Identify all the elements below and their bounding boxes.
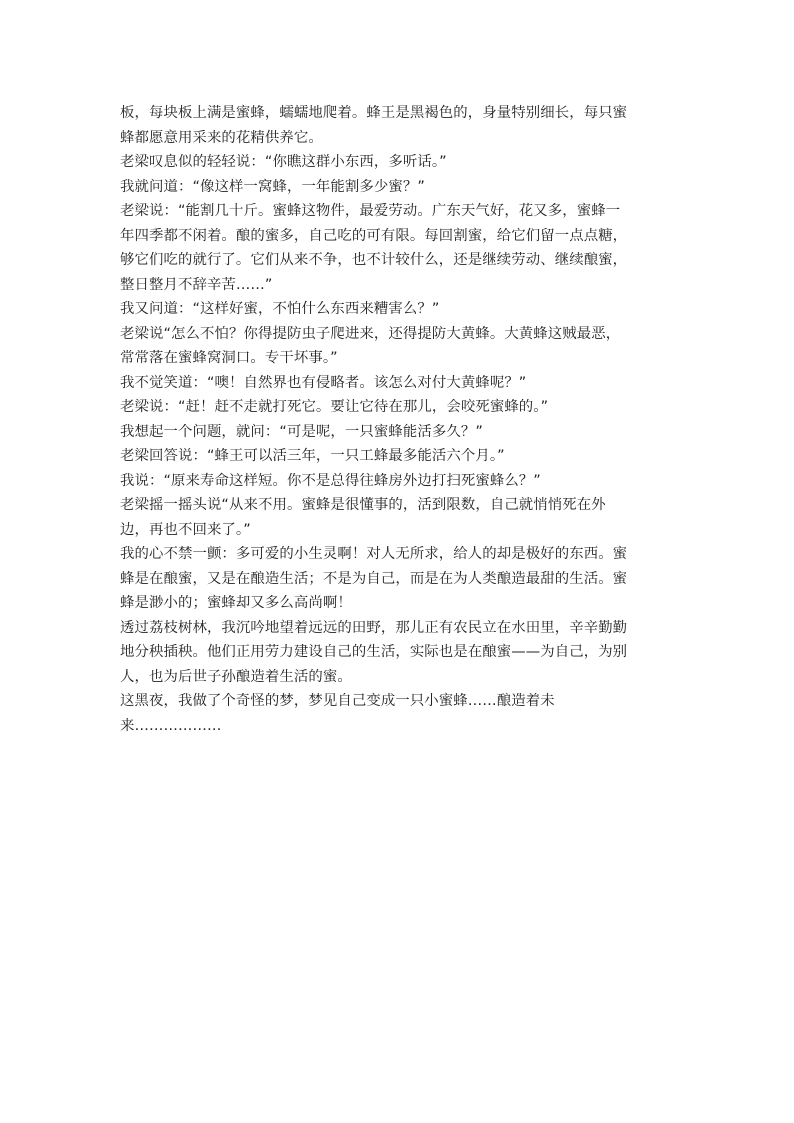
text-line: 老梁回答说：“蜂王可以活三年，一只工蜂最多能活六个月。” — [120, 448, 505, 464]
text-line: 老梁说：“能割几十斤。蜜蜂这物件，最爱劳动。广东天气好，花又多，蜜蜂一 — [120, 203, 621, 219]
text-line: 常常落在蜜蜂窝洞口。专干坏事。” — [120, 350, 338, 366]
text-line: 地分秧插秧。他们正用劳力建设自己的生活，实际也是在酿蜜——为自己，为别 — [120, 644, 628, 660]
body-text — [120, 101, 690, 738]
text-line: 人，也为后世子孙酿造着生活的蜜。 — [120, 668, 352, 685]
text-line: 够它们吃的就行了。它们从来不争，也不计较什么，还是继续劳动、继续酿蜜， — [120, 252, 628, 268]
text-line: 我的心不禁一颤：多可爱的小生灵啊！对人无所求，给人的却是极好的东西。蜜 — [120, 546, 628, 562]
text-line: 我想起一个问题，就问：“可是呢，一只蜜蜂能活多久？” — [120, 423, 483, 440]
text-line: 蜂是在酿蜜，又是在酿造生活；不是为自己，而是在为人类酿造最甜的生活。蜜 — [120, 570, 628, 587]
text-line: 来……………… — [120, 717, 222, 734]
text-line: 老梁叹息似的轻轻说：“你瞧这群小东西，多听话。” — [120, 154, 447, 170]
text-line: 蜂是渺小的；蜜蜂却又多么高尚啊！ — [120, 595, 352, 611]
text-line: 我就问道：“像这样一窝蜂，一年能割多少蜜？” — [120, 178, 425, 195]
text-line: 整日整月不辞辛苦……” — [120, 276, 273, 293]
text-line: 年四季都不闲着。酿的蜜多，自己吃的可有限。每回割蜜，给它们留一点点糖， — [120, 227, 628, 244]
text-line: 板，每块板上满是蜜蜂，蠕蠕地爬着。蜂王是黑褐色的，身量特别细长，每只蜜 — [120, 105, 628, 121]
text-line: 老梁说“怎么不怕？你得提防虫子爬进来，还得提防大黄蜂。大黄蜂这贼最恶， — [120, 325, 621, 342]
text-line: 蜂都愿意用采来的花精供养它。 — [120, 129, 323, 146]
text-line: 我说：“原来寿命这样短。你不是总得往蜂房外边打扫死蜜蜂么？” — [120, 472, 541, 489]
text-line: 我不觉笑道：“噢！自然界也有侵略者。该怎么对付大黄蜂呢？” — [120, 374, 527, 391]
text-line: 这黑夜，我做了个奇怪的梦，梦见自己变成一只小蜜蜂……酿造着未 — [120, 693, 555, 709]
text-line: 我又问道：“这样好蜜，不怕什么东西来糟害么？” — [120, 301, 440, 317]
text-line: 边，再也不回来了。” — [120, 521, 251, 538]
text-line: 老梁说：“赶！赶不走就打死它。要让它待在那儿，会咬死蜜蜂的。” — [120, 399, 549, 415]
text-line: 老梁摇一摇头说“从来不用。蜜蜂是很懂事的，活到限数，自己就悄悄死在外 — [120, 497, 606, 513]
text-line: 透过荔枝树林，我沉吟地望着远远的田野，那儿正有农民立在水田里，辛辛勤勤 — [120, 619, 628, 636]
